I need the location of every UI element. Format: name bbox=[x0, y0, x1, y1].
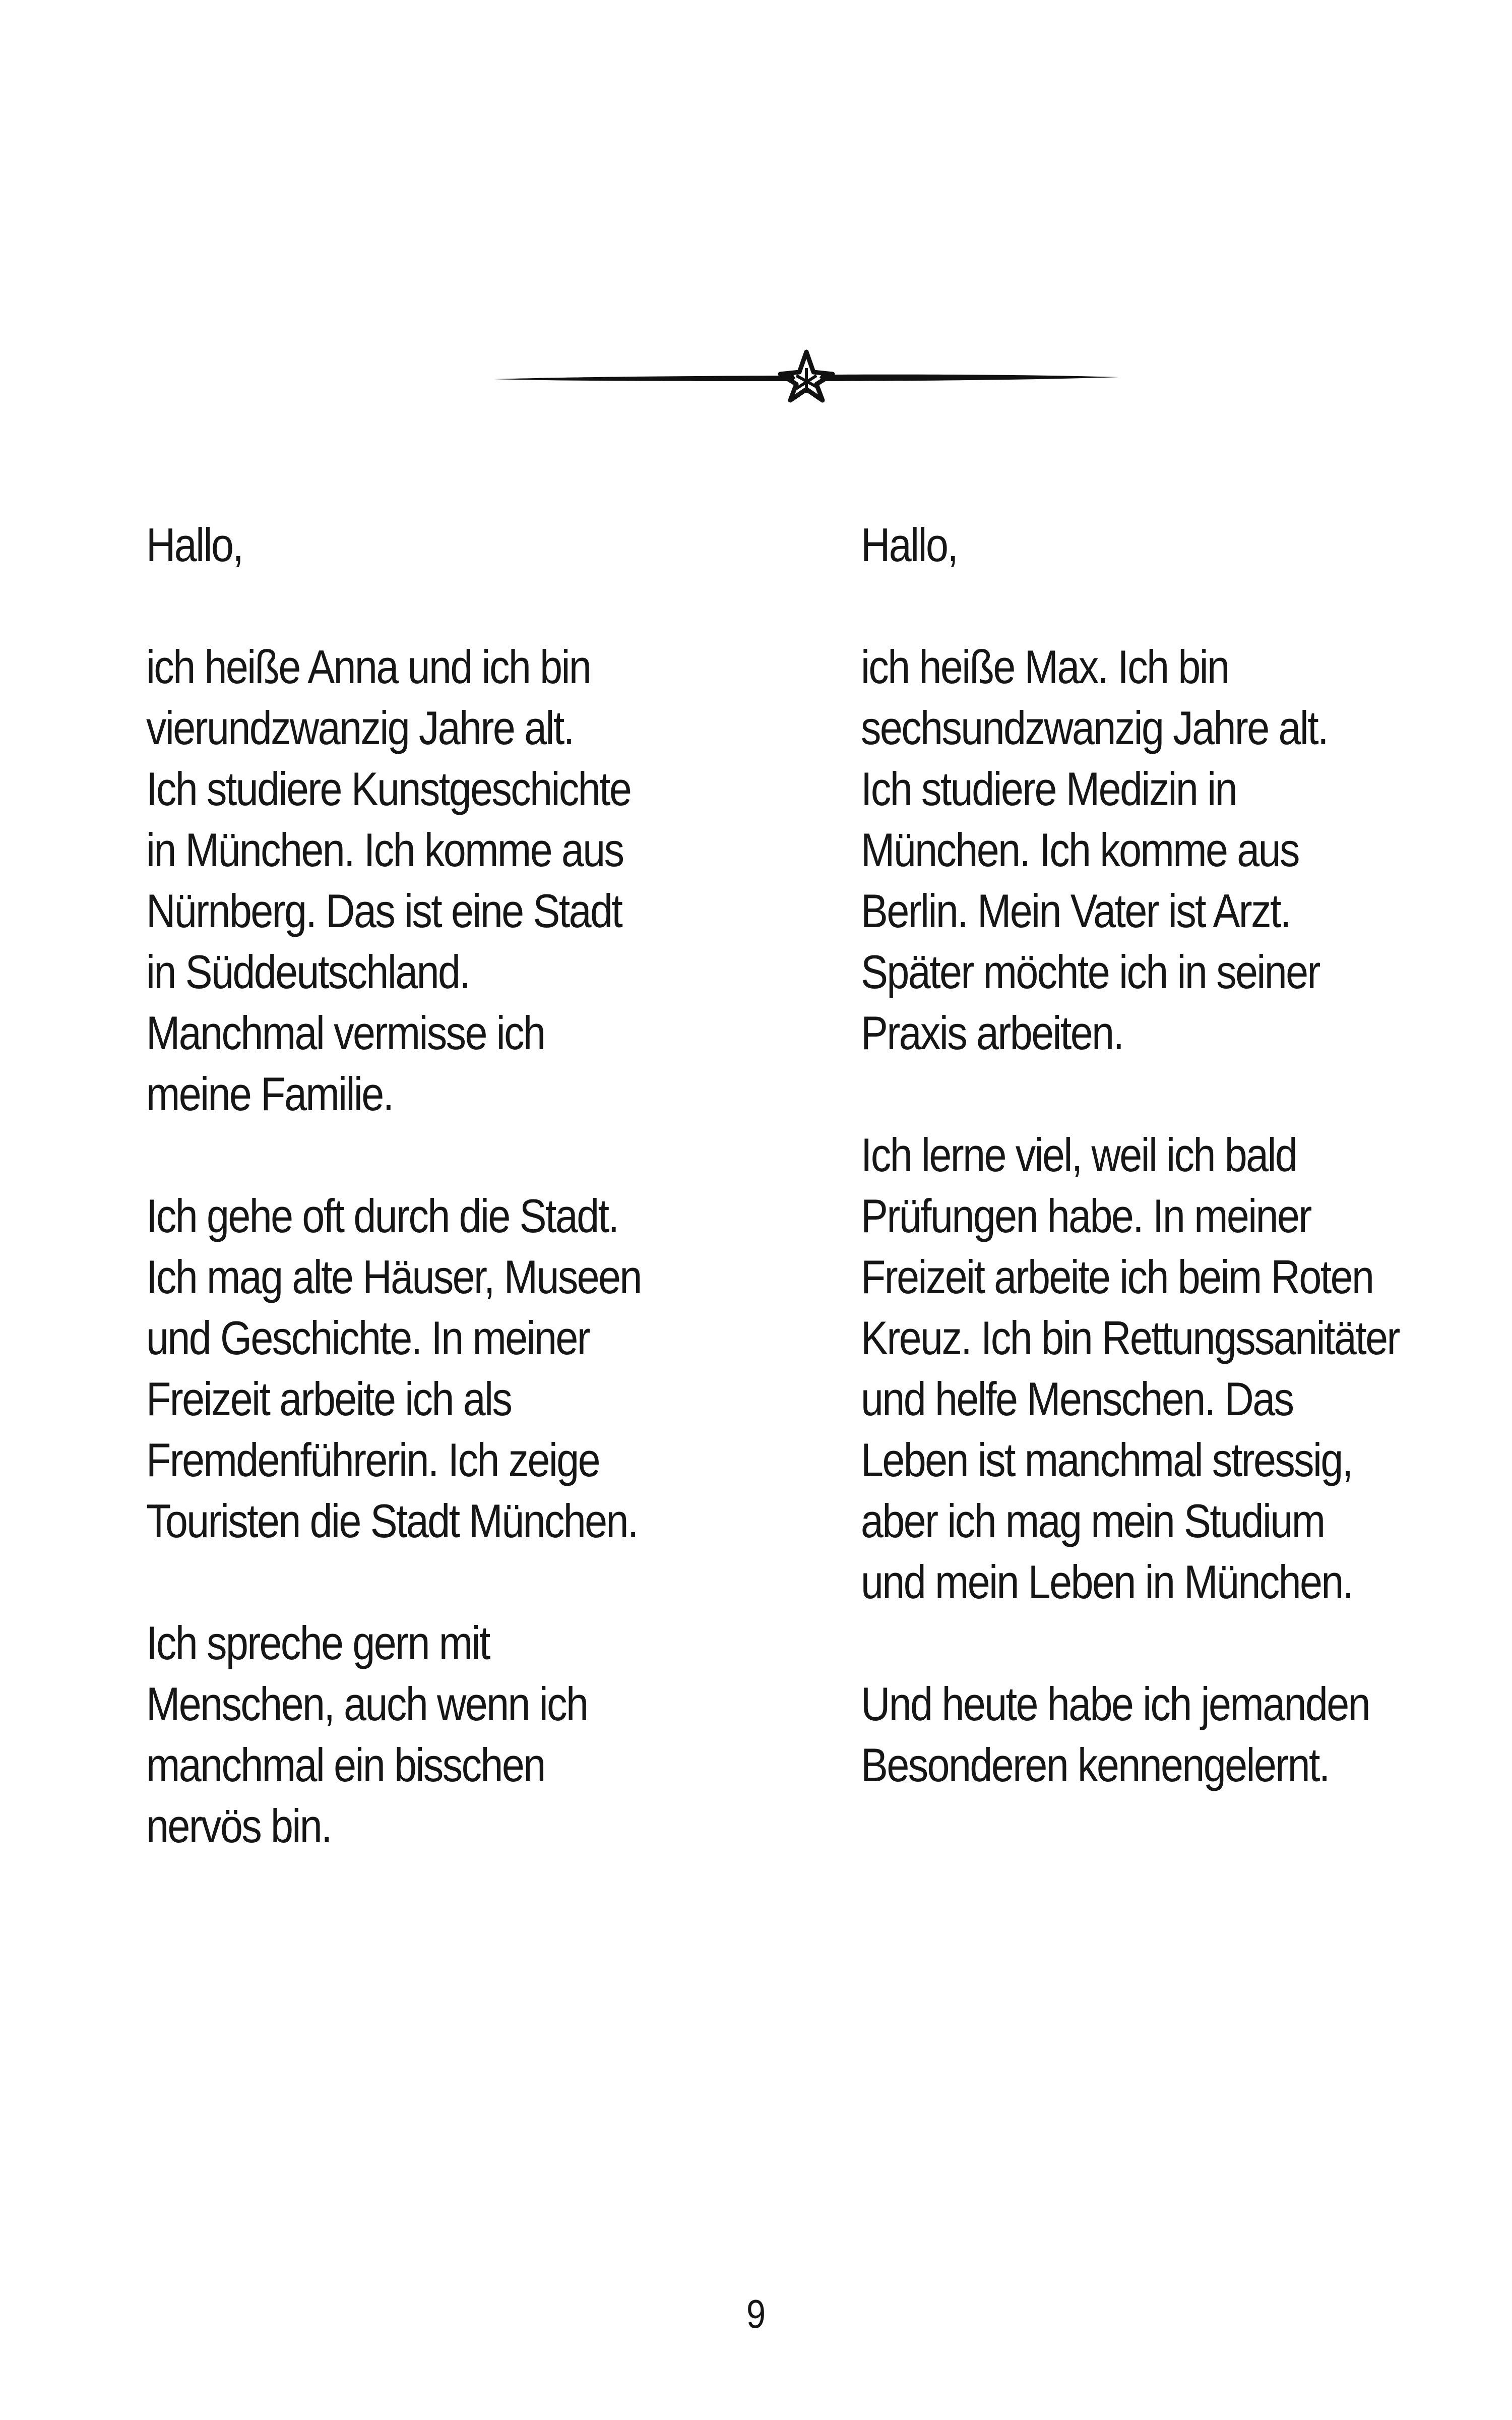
letter-anna-paragraph: Ich spreche gern mit Menschen, auch wenn ich manchmal ein bisschen nervös bin. bbox=[146, 1616, 588, 1852]
page-number: 9 bbox=[746, 2291, 766, 2336]
letter-anna bbox=[146, 514, 688, 1856]
letter-max-paragraph: Ich lerne viel, weil ich bald Prüfungen habe. In meiner Freizeit arbeite ich beim Roten Kreuz. Ich bin Rettungssanitäter und helfe Menschen. Das Leben ist manchmal stressig, aber ich mag mein Studium und mein Leben in München. bbox=[861, 1128, 1399, 1608]
letter-max-greeting: Hallo, bbox=[861, 518, 958, 571]
letter-anna-paragraph: Ich gehe oft durch die Stadt. Ich mag alte Häuser, Museen und Geschichte. In meiner Freizeit arbeite ich als Fremdenführerin. Ich zeige Touristen die Stadt München. bbox=[146, 1189, 641, 1547]
letter-max bbox=[861, 514, 1403, 1795]
star-divider-icon bbox=[494, 348, 1119, 403]
letter-anna-paragraph: ich heiße Anna und ich bin vierundzwanzig Jahre alt. Ich studiere Kunstgeschichte in München. Ich komme aus Nürnberg. Das ist eine Stadt in Süddeutschland. Manchmal vermisse ich meine Familie. bbox=[146, 640, 631, 1120]
letter-max-paragraph: Und heute habe ich jemanden Besonderen kennengelernt. bbox=[861, 1677, 1370, 1791]
letter-anna-greeting: Hallo, bbox=[146, 518, 243, 571]
letter-max-paragraph: ich heiße Max. Ich bin sechsundzwanzig Jahre alt. Ich studiere Medizin in München. Ich komme aus Berlin. Mein Vater ist Arzt. Später möchte ich in seiner Praxis arbeiten. bbox=[861, 640, 1328, 1059]
